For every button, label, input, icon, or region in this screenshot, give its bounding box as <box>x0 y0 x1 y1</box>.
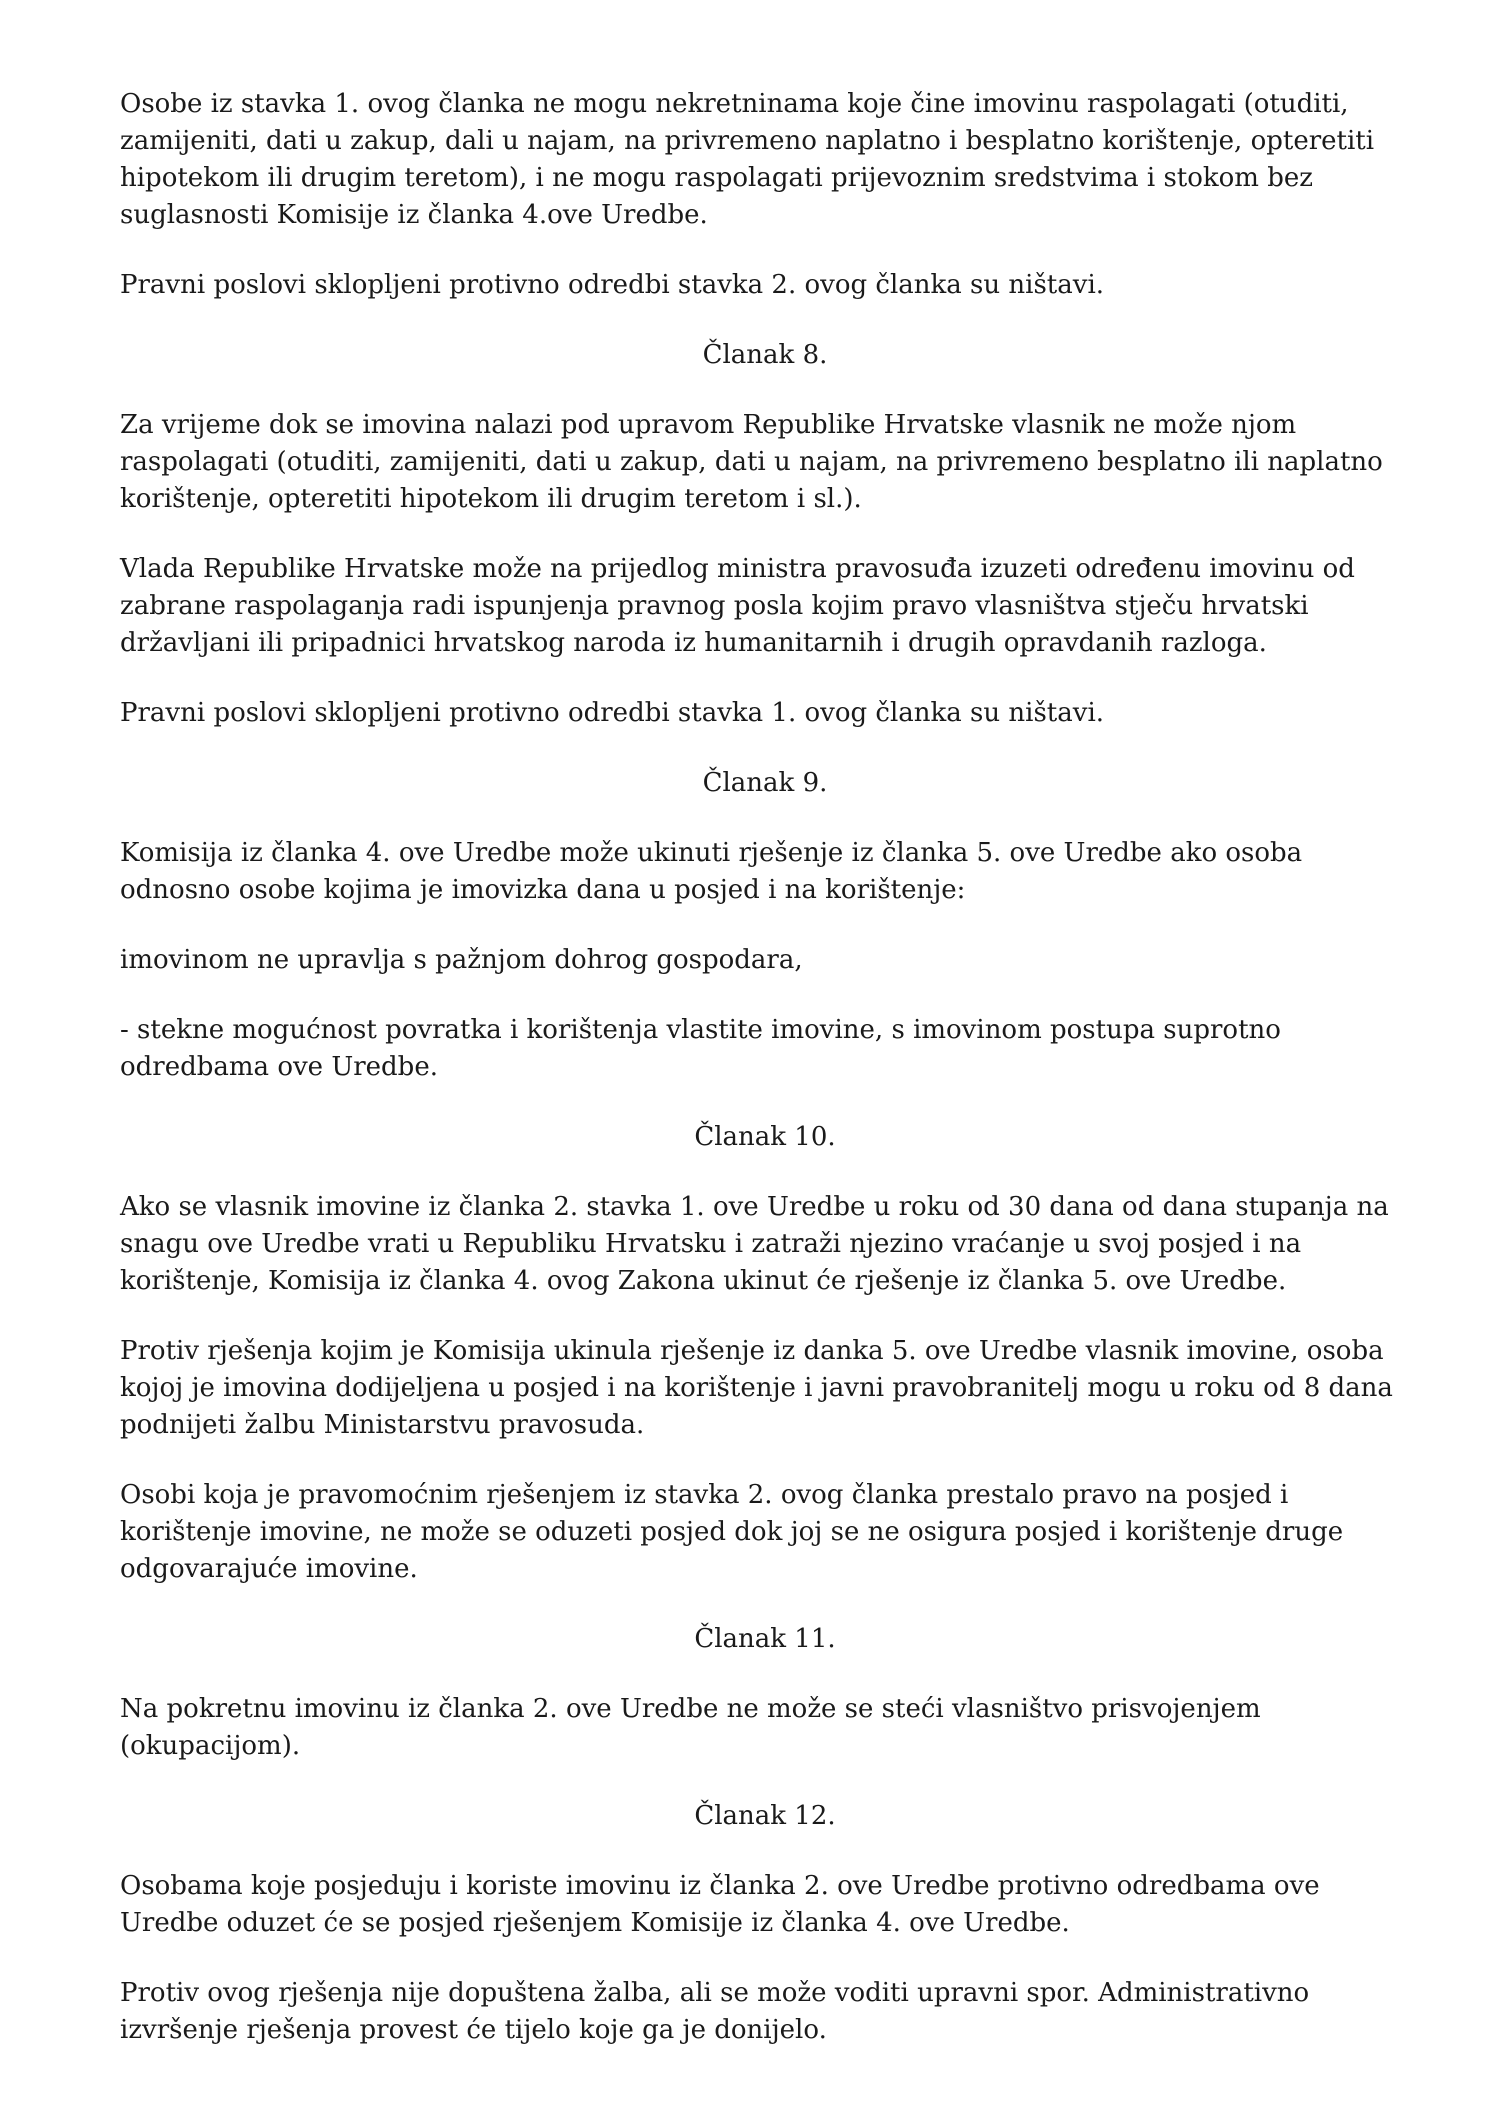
paragraph-imovinom-ne-upravlja: imovinom ne upravlja s pažnjom dohrog gospodara, <box>120 945 803 975</box>
paragraph-vlada-republike: Vlada Republike Hrvatske može na prijedlog ministra pravosuđa izuzeti određenu imovinu od zabrane raspolaganja radi ispunjenja pravnog posla kojim pravo vlasništva stječu hrvatski državljani ili pripadnici hrvatskog naroda iz humanitarnih i drugih opravdanih razloga. <box>120 554 1355 658</box>
paragraph-za-vrijeme-dok: Za vrijeme dok se imovina nalazi pod upravom Republike Hrvatske vlasnik ne može njom raspolagati (otuditi, zamijeniti, dati u zakup, dati u najam, na privremeno besplatno ili naplatno korištenje, opteretiti hipotekom ili drugim teretom i sl.). <box>120 410 1383 514</box>
paragraph-osobi-koja-je: Osobi koja je pravomoćnim rješenjem iz stavka 2. ovog članka prestalo pravo na posjed i korištenje imovine, ne može se oduzeti posjed dok joj se ne osigura posjed i korištenje druge odgovarajuće imovine. <box>120 1480 1344 1584</box>
paragraph-protiv-rjesenja: Protiv rješenja kojim je Komisija ukinula rješenje iz danka 5. ove Uredbe vlasnik imovine, osoba kojoj je imovina dodijeljena u posjed i na korištenje i javni pravobranitelj mogu u roku od 8 dana podnijeti žalbu Ministarstvu pravosuda. <box>120 1336 1393 1440</box>
article-heading-10: Članak 10. <box>694 1122 836 1152</box>
article-heading-11: Članak 11. <box>694 1624 836 1654</box>
article-heading-8: Članak 8. <box>702 340 828 370</box>
paragraph-pravni-poslovi-stavka-2: Pravni poslovi sklopljeni protivno odredbi stavka 2. ovog članka su ništavi. <box>120 270 1105 300</box>
paragraph-stekne-mogucnost: - stekne mogućnost povratka i korištenja vlastite imovine, s imovinom postupa suprotno odredbama ove Uredbe. <box>120 1015 1281 1082</box>
paragraph-ako-se-vlasnik: Ako se vlasnik imovine iz članka 2. stavka 1. ove Uredbe u roku od 30 dana od dana stupanja na snagu ove Uredbe vrati u Republiku Hrvatsku i zatraži njezino vraćanje u svoj posjed i na korištenje, Komisija iz članka 4. ovog Zakona ukinut će rješenje iz članka 5. ove Uredbe. <box>120 1192 1389 1296</box>
paragraph-komisija-ukinuti: Komisija iz članka 4. ove Uredbe može ukinuti rješenje iz članka 5. ove Uredbe ako osoba odnosno osobe kojima je imovizka dana u posjed i na korištenje: <box>120 838 1303 905</box>
paragraph-protiv-ovog-rjesenja: Protiv ovog rješenja nije dopuštena žalba, ali se može voditi upravni spor. Administrativno izvršenje rješenja provest će tijelo koje ga je donijelo. <box>120 1978 1310 2045</box>
paragraph-osobe-iz-stavka-1: Osobe iz stavka 1. ovog članka ne mogu nekretninama koje čine imovinu raspolagati (otuditi, zamijeniti, dati u zakup, dali u najam, na privremeno naplatno i besplatno korištenje, opteretiti hipotekom ili drugim teretom), i ne mogu raspolagati prijevoznim sredstvima i stokom bez suglasnosti Komisije iz članka 4.ove Uredbe. <box>120 89 1375 230</box>
article-heading-9: Članak 9. <box>702 768 828 798</box>
document-page <box>120 86 1410 2082</box>
paragraph-pokretna-imovina: Na pokretnu imovinu iz članka 2. ove Uredbe ne može se steći vlasništvo prisvojenjem (okupacijom). <box>120 1694 1261 1761</box>
paragraph-pravni-poslovi-stavka-1: Pravni poslovi sklopljeni protivno odredbi stavka 1. ovog članka su ništavi. <box>120 698 1105 728</box>
paragraph-osobama-koje: Osobama koje posjeduju i koriste imovinu iz članka 2. ove Uredbe protivno odredbama ove Uredbe oduzet će se posjed rješenjem Komisije iz članka 4. ove Uredbe. <box>120 1871 1320 1938</box>
article-heading-12: Članak 12. <box>694 1801 836 1831</box>
